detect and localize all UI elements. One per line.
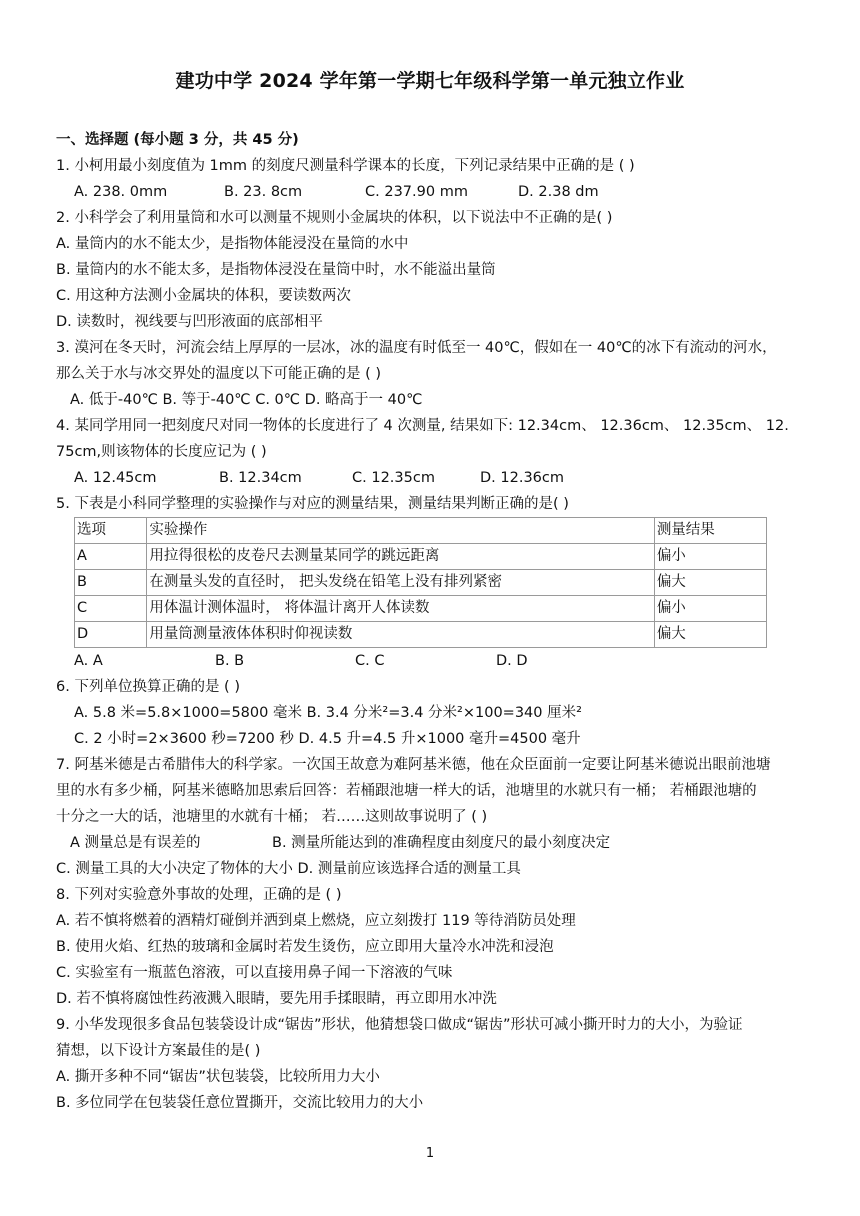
table-row	[75, 596, 767, 622]
q9-stem-line1: 9. 小华发现很多食品包装袋设计成“锯齿”形状，他猜想袋口做成“锯齿”形状可减小撕开时力的大小，为验证	[56, 1017, 743, 1033]
table-cell: 用拉得很松的皮卷尺去测量某同学的跳远距离	[147, 544, 654, 570]
q7-stem-line1: 7. 阿基米德是古希腊伟大的科学家。一次国王故意为难阿基米德，他在众臣面前一定要让阿基米德说出眼前池塘	[56, 757, 771, 773]
table-cell: B	[75, 570, 147, 596]
q7-option-a: A 测量总是有误差的	[70, 835, 201, 851]
q6-options-line2: C. 2 小时=2×3600 秒=7200 秒 D. 4.5 升=4.5 升×1000 毫升=4500 毫升	[74, 731, 581, 747]
page-title: 建功中学 2024 学年第一学期七年级科学第一单元独立作业	[175, 70, 685, 92]
q9-option-b: B. 多位同学在包装袋任意位置撕开，交流比较用力的大小	[56, 1095, 424, 1111]
q4-option-b: B. 12.34cm	[219, 470, 302, 486]
q5-options	[56, 648, 806, 674]
q7-options-cd: C. 测量工具的大小决定了物体的大小 D. 测量前应该选择合适的测量工具	[56, 861, 521, 877]
table-cell: C	[75, 596, 147, 622]
table-cell: 偏大	[654, 622, 766, 648]
question-content	[56, 127, 806, 1116]
table-cell: A	[75, 544, 147, 570]
q2-option-a: A. 量筒内的水不能太少，是指物体能浸没在量筒的水中	[56, 236, 409, 252]
q4-option-c: C. 12.35cm	[352, 470, 435, 486]
table-row	[75, 544, 767, 570]
table-cell: 偏小	[654, 596, 766, 622]
table-cell: D	[75, 622, 147, 648]
q8-option-d: D. 若不慎将腐蚀性药液溅入眼睛，要先用手揉眼睛，再立即用水冲洗	[56, 991, 497, 1007]
page-number: 1	[425, 1146, 435, 1161]
q1-stem: 1. 小柯用最小刻度值为 1mm 的刻度尺测量科学课本的长度，下列记录结果中正确的是 ( )	[56, 158, 635, 174]
q7-options-ab	[56, 830, 806, 856]
table-cell: 偏大	[654, 570, 766, 596]
q2-option-b: B. 量筒内的水不能太多，是指物体浸没在量筒中时，水不能溢出量筒	[56, 262, 496, 278]
q3-stem-line2: 那么关于水与冰交界处的温度以下可能正确的是 ( )	[56, 366, 382, 382]
table-header-cell: 实验操作	[147, 518, 654, 544]
q1-option-d: D. 2.38 dm	[518, 184, 599, 200]
q5-option-a: A. A	[74, 653, 103, 669]
q3-options: A. 低于-40℃ B. 等于-40℃ C. 0℃ D. 略高于一 40℃	[70, 392, 423, 408]
q2-option-d: D. 读数时，视线要与凹形液面的底部相平	[56, 314, 323, 330]
table-cell: 在测量头发的直径时， 把头发绕在铅笔上没有排列紧密	[147, 570, 654, 596]
q4-options	[56, 465, 806, 491]
q8-option-a: A. 若不慎将燃着的酒精灯碰倒并洒到桌上燃烧，应立刻拨打 119 等待消防员处理	[56, 913, 576, 929]
q4-option-d: D. 12.36cm	[480, 470, 564, 486]
q2-stem: 2. 小科学会了利用量筒和水可以测量不规则小金属块的体积，以下说法中不正确的是( )	[56, 210, 613, 226]
q5-option-d: D. D	[496, 653, 528, 669]
q4-stem-line1: 4. 某同学用同一把刻度尺对同一物体的长度进行了 4 次测量, 结果如下: 12.34cm、 12.36cm、 12.35cm、 12.	[56, 418, 789, 434]
q1-options	[56, 179, 806, 205]
q7-option-b: B. 测量所能达到的准确程度由刻度尺的最小刻度决定	[272, 835, 611, 851]
q7-stem-line3: 十分之一大的话，池塘里的水就有十桶； 若……这则故事说明了 ( )	[56, 809, 488, 825]
q6-stem: 6. 下列单位换算正确的是 ( )	[56, 679, 240, 695]
q1-option-a: A. 238. 0mm	[74, 184, 168, 200]
q5-option-b: B. B	[215, 653, 245, 669]
q9-option-a: A. 撕开多种不同“锯齿”状包装袋，比较所用力大小	[56, 1069, 380, 1085]
table-header-cell: 选项	[75, 518, 147, 544]
q9-stem-line2: 猜想，以下设计方案最佳的是( )	[56, 1043, 261, 1059]
section-heading: 一、选择题 (每小题 3 分，共 45 分)	[56, 132, 299, 148]
q4-stem-line2: 75cm,则该物体的长度应记为 ( )	[56, 444, 267, 460]
table-cell: 用量筒测量液体体积时仰视读数	[147, 622, 654, 648]
q5-stem: 5. 下表是小科同学整理的实验操作与对应的测量结果，测量结果判断正确的是( )	[56, 496, 569, 512]
q6-options-line1: A. 5.8 米=5.8×1000=5800 毫米 B. 3.4 分米²=3.4 分米²×100=340 厘米²	[74, 705, 582, 721]
q1-option-b: B. 23. 8cm	[224, 184, 303, 200]
q5-option-c: C. C	[355, 653, 385, 669]
q2-option-c: C. 用这种方法测小金属块的体积，要读数两次	[56, 288, 351, 304]
q4-option-a: A. 12.45cm	[74, 470, 157, 486]
table-header-row	[75, 518, 767, 544]
table-cell: 用体温计测体温时， 将体温计离开人体读数	[147, 596, 654, 622]
experiment-table	[74, 517, 767, 648]
table-header-cell: 测量结果	[654, 518, 766, 544]
q8-stem: 8. 下列对实验意外事故的处理，正确的是 ( )	[56, 887, 342, 903]
q8-option-b: B. 使用火焰、红热的玻璃和金属时若发生烫伤，应立即用大量冷水冲洗和浸泡	[56, 939, 554, 955]
table-row	[75, 622, 767, 648]
q7-stem-line2: 里的水有多少桶，阿基米德略加思索后回答：若桶跟池塘一样大的话，池塘里的水就只有一桶； 若桶跟池塘的	[56, 783, 757, 799]
q3-stem-line1: 3. 漠河在冬天时，河流会结上厚厚的一层冰，冰的温度有时低至一 40℃，假如在一 40℃的冰下有流动的河水，	[56, 340, 777, 356]
table-cell: 偏小	[654, 544, 766, 570]
q1-option-c: C. 237.90 mm	[365, 184, 468, 200]
table-row	[75, 570, 767, 596]
q8-option-c: C. 实验室有一瓶蓝色溶液，可以直接用鼻子闻一下溶液的气味	[56, 965, 453, 981]
